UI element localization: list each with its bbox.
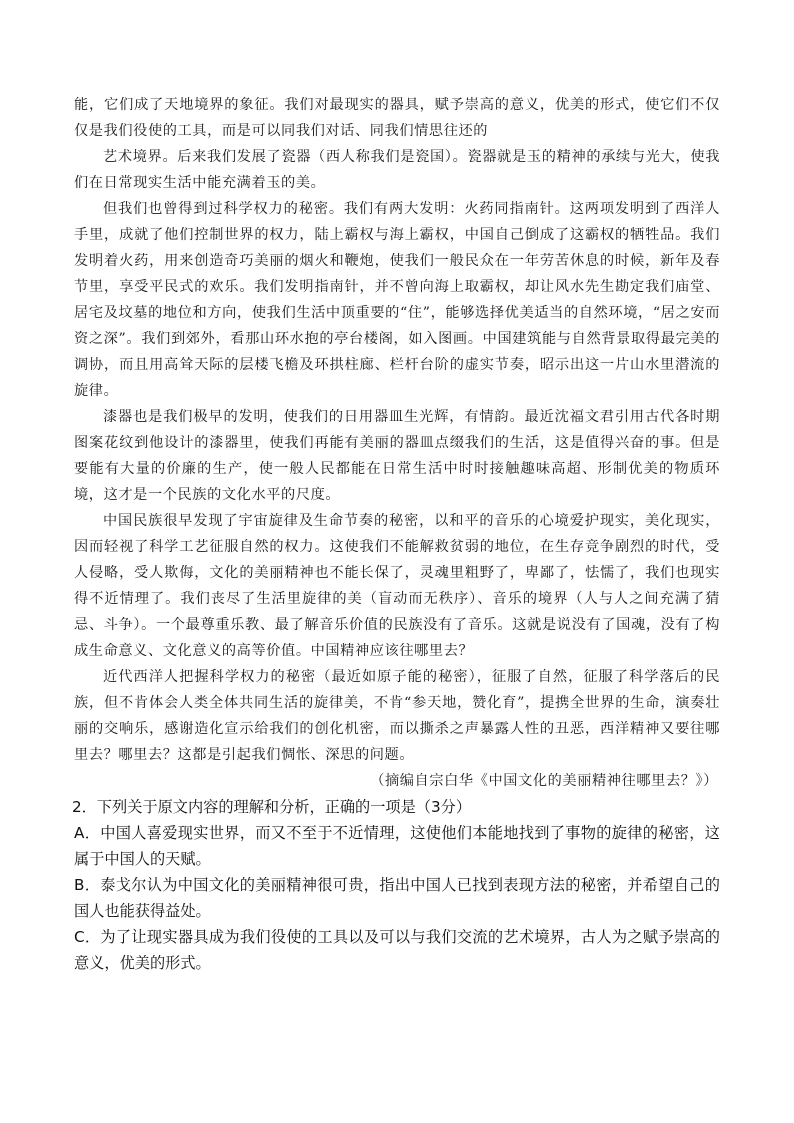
passage-paragraph-4: 漆器也是我们极早的发明，使我们的日用器皿生光辉，有情韵。最近沈福文君引用古代各时期图案花纹到他设计的漆器里，使我们再能有美丽的器皿点缀我们的生活，这是值得兴奋的事。但是要能有大量的价廉的生产，使一般人民都能在日常生活中时时接触趣味高超、形制优美的物质环境，这才是一个民族的文化水平的尺度。 — [74, 409, 720, 503]
document-page — [74, 92, 720, 976]
option-a: A．中国人喜爱现实世界，而又不至于不近情理，这使他们本能地找到了事物的旋律的秘密，这属于中国人的天赋。 — [74, 824, 720, 868]
option-b: B．泰戈尔认为中国文化的美丽精神很可贵，指出中国人已找到表现方法的秘密，并希望自己的国人也能获得益处。 — [74, 876, 720, 920]
passage-paragraph-1: 能，它们成了天地境界的象征。我们对最现实的器具，赋予崇高的意义，优美的形式，使它们不仅仅是我们役使的工具，而是可以同我们对话、同我们情思往还的 — [74, 97, 720, 139]
passage-paragraph-5: 中国民族很早发现了宇宙旋律及生命节奏的秘密，以和平的音乐的心境爱护现实，美化现实，因而轻视了科学工艺征服自然的权力。这使我们不能解救贫弱的地位，在生存竞争剧烈的时代，受人侵略，受人欺侮，文化的美丽精神也不能长保了，灵魂里粗野了，卑鄙了，怯懦了，我们也现实得不近情理了。我们丧尽了生活里旋律的美（盲动而无秩序）、音乐的境界（人与人之间充满了猜忌、斗争）。一个最尊重乐教、最了解音乐价值的民族没有了音乐。这就是说没有了国魂，没有了构成生命意义、文化意义的高等价值。中国精神应该往哪里去？ — [74, 513, 720, 659]
passage-paragraph-2: 艺术境界。后来我们发展了瓷器（西人称我们是瓷国）。瓷器就是玉的精神的承续与光大，使我们在日常现实生活中能充满着玉的美。 — [74, 149, 720, 191]
reading-passage — [74, 92, 720, 794]
question-2 — [74, 794, 720, 976]
option-c: C．为了让现实器具成为我们役使的工具以及可以与我们交流的艺术境界，古人为之赋予崇高的意义，优美的形式。 — [74, 928, 720, 972]
passage-paragraph-6: 近代西洋人把握科学权力的秘密（最近如原子能的秘密），征服了自然，征服了科学落后的民族，但不肯体会人类全体共同生活的旋律美，不肯“参天地，赞化育”，提携全世界的生命，演奏壮丽的交响乐，感谢造化宣示给我们的创化机密，而以撕杀之声暴露人性的丑恶，西洋精神又要往哪里去？哪里去？这都是引起我们惆怅、深思的问题。 — [74, 669, 720, 763]
passage-paragraph-3: 但我们也曾得到过科学权力的秘密。我们有两大发明：火药同指南针。这两项发明到了西洋人手里，成就了他们控制世界的权力，陆上霸权与海上霸权，中国自己倒成了这霸权的牺牲品。我们发明着火药，用来创造奇巧美丽的烟火和鞭炮，使我们一般民众在一年劳苦休息的时候，新年及春节里，享受平民式的欢乐。我们发明指南针，并不曾向海上取霸权，却让风水先生勘定我们庙堂、居宅及坟墓的地位和方向，使我们生活中顶重要的“住”，能够选择优美适当的自然环境，“居之安而资之深”。我们到郊外，看那山环水抱的亭台楼阁，如入图画。中国建筑能与自然背景取得最完美的调协，而且用高耸天际的层楼飞檐及环拱柱廊、栏杆台阶的虚实节奏，昭示出这一片山水里潜流的旋律。 — [74, 201, 720, 399]
passage-source: （摘编自宗白华《中国文化的美丽精神往哪里去？》） — [370, 773, 718, 789]
question-stem: 2．下列关于原文内容的理解和分析，正确的一项是（3分） — [72, 798, 472, 816]
